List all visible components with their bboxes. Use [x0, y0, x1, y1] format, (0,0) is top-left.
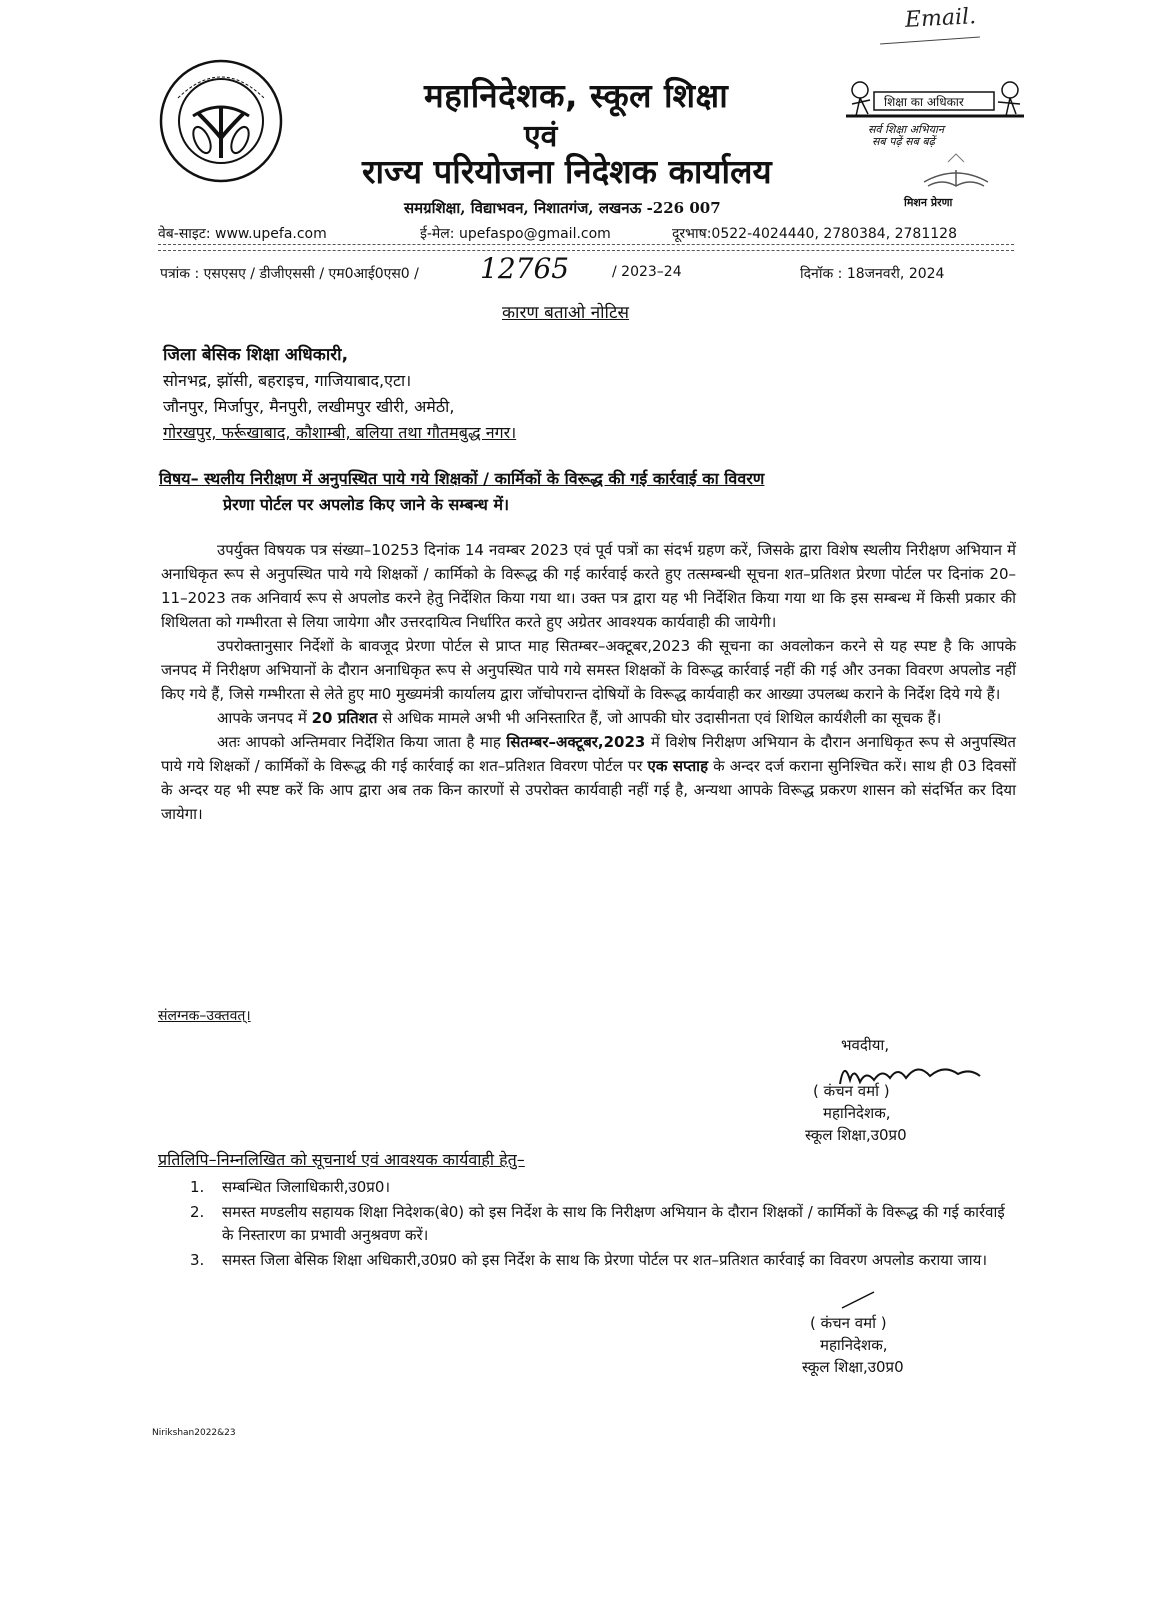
reference-number: 12765 [480, 252, 570, 285]
office-title-line2: एवं [524, 119, 558, 154]
header-divider-1 [158, 244, 1014, 245]
notice-title: कारण बताओ नोटिस [502, 303, 630, 323]
list-item-text: समस्त मण्डलीय सहायक शिक्षा निदेशक(बे0) को इस निर्देश के साथ कि निरीक्षण अभियान के दौरान शिक्षकों / कार्मिकों के विरूद्ध की गई कार्रवाई के निस्तारण का प्रभावी अनुश्रवण करें। [222, 1203, 1005, 1244]
website-text: वेब-साइट: www.upefa.com [158, 226, 327, 242]
signatory-designation: महानिदेशक, [823, 1104, 891, 1122]
list-item [190, 1249, 1010, 1272]
paragraph [161, 706, 1016, 730]
paragraph: उपरोक्तानुसार निर्देशों के बावजूद प्रेरणा पोर्टल से प्राप्त माह सितम्बर–अक्टूबर,2023 की सूचना का अवलोकन करने से यह स्पष्ट है कि आपके जनपद में निरीक्षण अभियानों के दौरान अनाधिकृत रूप से अनुपस्थित पाये गये समस्त शिक्षकों के विरूद्ध कार्रवाई नहीं की गई और उनका विवरण अपलोड नहीं किए गये हैं, जिसे गम्भीरता से लेते हुए मा0 मुख्यमंत्री कार्यालय द्वारा जॉचोपरान्त दोषियों के विरूद्ध कार्यवाही कर आख्या उपलब्ध कराने के निर्देश दिये गये हैं। [161, 637, 1016, 703]
ssa-slogan-line2: सब पढ़ें सब बढ़ें [872, 135, 935, 148]
addressee-block [163, 342, 516, 446]
addressee-line: सोनभद्र, झॉसी, बहराइच, गाजियाबाद,एटा। [163, 371, 412, 390]
subject-line2: प्रेरणा पोर्टल पर अपलोड किए जाने के सम्बन्ध में। [223, 495, 510, 514]
list-item [190, 1176, 1010, 1199]
closing: भवदीया, [841, 1036, 890, 1054]
initial-mark-icon [838, 1290, 878, 1312]
footer-code: Nirikshan2022&23 [152, 1428, 236, 1438]
office-title-line3: राज्य परियोजना निदेशक कार्यालय [362, 152, 772, 191]
list-item [190, 1201, 1010, 1247]
paragraph-text: के अन्दर दर्ज कराना सुनिश्चित करें। साथ ही 03 दिवसों के अन्दर यह भी स्पष्ट करें कि आप द्वारा अब तक किन कारणों से उपरोक्त कार्यवाही नहीं गई है, अन्यथा आपके विरूद्ध प्रकरण शासन को संदर्भित कर दिया जायेगा। [161, 757, 1016, 823]
signature-block-2 [790, 1312, 990, 1378]
addressee-line: गोरखपुर, फर्रूखाबाद, कौशाम्बी, बलिया तथा गौतमबुद्ध नगर। [163, 423, 517, 442]
rte-logo-label: शिक्षा का अधिकार [884, 95, 964, 109]
header-divider-2 [158, 250, 1014, 251]
bold-deadline: एक सप्ताह [647, 757, 709, 775]
signatory-designation: महानिदेशक, [820, 1336, 888, 1354]
reference-prefix: पत्रांक : एसएसए / डीजीएससी / एम0आई0एस0 / [160, 266, 419, 282]
copy-heading [158, 1148, 525, 1170]
list-item-text: समस्त जिला बेसिक शिक्षा अधिकारी,उ0प्र0 को इस निर्देश के साथ कि प्रेरणा पोर्टल पर शत–प्रतिशत कार्रवाई का विवरण अपलोड कराया जाय। [222, 1251, 988, 1269]
paragraph [161, 730, 1016, 826]
copy-heading-text: प्रतिलिपि–निम्नलिखित को सूचनार्थ एवं आवश्यक कार्यवाही हेतु– [158, 1150, 525, 1169]
paragraph-text: में विशेष निरीक्षण अभियान के दौरान अनाधिकृत रूप से अनुपस्थित पाये गये शिक्षकों / कार्मिकों के विरूद्ध की गई कार्रवाई का शत–प्रतिशत विवरण पोर्टल पर [161, 733, 1016, 775]
list-item-text: सम्बन्धित जिलाधिकारी,उ0प्र0। [222, 1178, 391, 1196]
mission-prerna-label: मिशन प्रेरणा [904, 196, 953, 209]
list-item-number: 1. [190, 1178, 205, 1196]
bold-period: सितम्बर–अक्टूबर,2023 [506, 733, 646, 751]
paragraph-text: अतः आपको अन्तिमवार निर्देशित किया जाता है माह [217, 733, 501, 751]
list-item-number: 2. [190, 1203, 205, 1221]
enclosure-note: संलग्नक–उक्तवत्। [158, 1008, 251, 1024]
subject-block [159, 466, 1019, 518]
phone-text: दूरभाष:0522-4024440, 2780384, 2781128 [672, 226, 957, 242]
handwritten-signature-icon [834, 1054, 984, 1094]
reference-year: / 2023–24 [612, 264, 682, 280]
signatory-name: ( कंचन वर्मा ) [810, 1314, 887, 1332]
paragraph: उपर्युक्त विषयक पत्र संख्या–10253 दिनांक 14 नवम्बर 2023 एवं पूर्व पत्रों का संदर्भ ग्रहण करें, जिसके द्वारा विशेष स्थलीय निरीक्षण अभियान में अनाधिकृत रूप से अनुपस्थित पाये गये शिक्षकों / कार्मिको के विरूद्ध की गई कार्रवाई करते हुए तत्सम्बन्धी सूचना शत–प्रतिशत प्रेरणा पोर्टल पर दिनांक 20–11–2023 तक अनिवार्य रूप से अपलोड करने हेतु निर्देशित किया गया था। उक्त पत्र द्वारा यह भी निर्देशित किया गया था कि इस सम्बन्ध में किसी प्रकार की शिथिलता को गम्भीरता से लिया जायेगा और उत्तरदायित्व निर्धारित करते हुए अग्रेतर आवश्यक कार्यवाही की जायेगी। [161, 541, 1016, 631]
addressee-line: जौनपुर, मिर्जापुर, मैनपुरी, लखीमपुर खीरी, अमेठी, [163, 397, 455, 416]
handwritten-email-note: Email. [904, 4, 977, 33]
signatory-department: स्कूल शिक्षा,उ0प्र0 [805, 1126, 907, 1144]
office-title-line1: महानिदेशक, स्कूल शिक्षा [424, 76, 729, 115]
paragraph-text: से अधिक मामले अभी भी अनिस्तारित हैं, जो आपकी घोर उदासीनता एवं शिथिल कार्यशैली का सूचक हैं। [382, 709, 942, 727]
email-text: ई-मेल: upefaspo@gmail.com [420, 226, 611, 242]
office-address: समग्रशिक्षा, विद्याभवन, निशातगंज, लखनऊ -226 007 [404, 199, 721, 217]
letter-date: दिनॉक : 18जनवरी, 2024 [800, 266, 945, 282]
copy-list [190, 1176, 1010, 1274]
list-item-number: 3. [190, 1251, 205, 1269]
signatory-name: ( कंचन वर्मा ) [813, 1082, 890, 1100]
handwritten-underline [880, 37, 980, 45]
up-government-emblem-icon [158, 58, 284, 184]
mission-prerna-book-icon [918, 152, 994, 192]
paragraph-text: आपके जनपद में [217, 709, 307, 727]
ssa-slogan-line1: सर्व शिक्षा अभियान [868, 123, 944, 136]
subject-line1: विषय– स्थलीय निरीक्षण में अनुपस्थित पाये गये शिक्षकों / कार्मिकों के विरूद्ध की गई कार्रवाई का विवरण [159, 469, 765, 488]
bold-percentage: 20 प्रतिशत [311, 709, 378, 727]
addressee-line: जिला बेसिक शिक्षा अधिकारी, [163, 345, 349, 365]
letter-body [161, 538, 1016, 826]
signatory-department: स्कूल शिक्षा,उ0प्र0 [802, 1358, 904, 1376]
